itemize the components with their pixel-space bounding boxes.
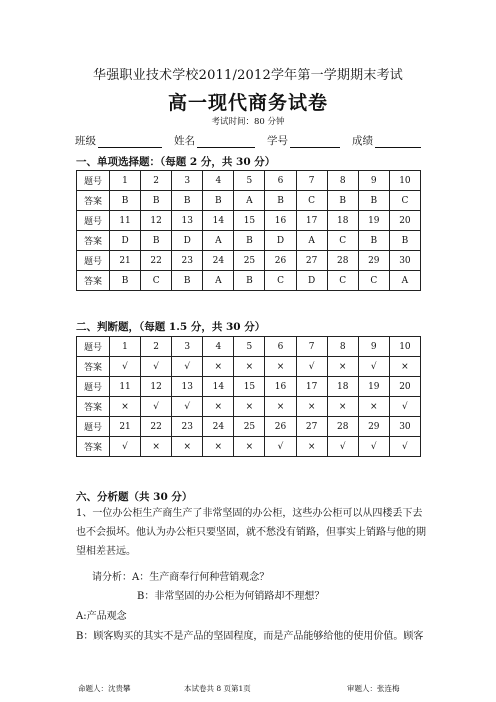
- section2-heading: 二、判断题，（每题 1.5 分，共 30 分）: [76, 321, 266, 333]
- row-label-question: 题号: [77, 211, 110, 231]
- question-number-cell: 10: [389, 171, 420, 191]
- row-label-answer: 答案: [77, 397, 110, 417]
- row-label-question: 题号: [77, 417, 110, 437]
- answer-cell: ×: [203, 397, 234, 417]
- question-number-cell: 28: [327, 251, 358, 271]
- section1-heading: 一、单项选择题：（每题 2 分，共 30 分）: [76, 156, 276, 168]
- answer-cell: ×: [358, 397, 389, 417]
- question-number-cell: 24: [203, 417, 234, 437]
- question-number-row: [77, 251, 421, 271]
- answer-cell: C: [296, 191, 327, 211]
- question-number-row: [77, 417, 421, 437]
- question-number-cell: 16: [265, 211, 296, 231]
- question-number-cell: 10: [389, 337, 420, 357]
- student-id-field: [267, 133, 340, 148]
- question-number-cell: 12: [141, 377, 172, 397]
- row-label-answer: 答案: [77, 231, 110, 251]
- row-label-answer: 答案: [77, 437, 110, 457]
- footer-page-number: 本试卷共 8 页第1页: [184, 684, 251, 693]
- row-label-question: 题号: [77, 171, 110, 191]
- question-number-cell: 3: [172, 171, 203, 191]
- footer-setter: 命题人：沈贵攀: [78, 684, 131, 693]
- answer-cell: A: [203, 271, 234, 291]
- question-number-cell: 7: [296, 171, 327, 191]
- name-field: [174, 133, 255, 148]
- question-number-cell: 12: [141, 211, 172, 231]
- name-label: 姓名: [174, 135, 195, 147]
- answer-cell: B: [358, 191, 389, 211]
- answer-cell: D: [172, 231, 203, 251]
- judge-answer-table: [76, 336, 421, 457]
- answer-cell: A: [296, 231, 327, 251]
- answer-cell: D: [110, 231, 141, 251]
- question-number-cell: 19: [358, 377, 389, 397]
- answer-row: [77, 357, 421, 377]
- name-blank[interactable]: [197, 135, 255, 148]
- answer-cell: √: [389, 437, 420, 457]
- answer-cell: √: [172, 397, 203, 417]
- answer-cell: B: [234, 271, 265, 291]
- question-number-cell: 22: [141, 417, 172, 437]
- question-number-cell: 25: [234, 417, 265, 437]
- question-number-cell: 19: [358, 211, 389, 231]
- answer-cell: √: [110, 437, 141, 457]
- answer-cell: B: [265, 191, 296, 211]
- row-label-answer: 答案: [77, 271, 110, 291]
- question-number-row: [77, 337, 421, 357]
- question-number-cell: 2: [141, 171, 172, 191]
- answer-cell: C: [358, 271, 389, 291]
- answer-cell: ×: [327, 397, 358, 417]
- question-number-cell: 17: [296, 377, 327, 397]
- question-number-cell: 26: [265, 251, 296, 271]
- answer-cell: C: [141, 271, 172, 291]
- answer-cell: C: [327, 231, 358, 251]
- question-number-cell: 22: [141, 251, 172, 271]
- question-number-cell: 30: [389, 251, 420, 271]
- answer-cell: ×: [141, 437, 172, 457]
- answer-row: [77, 191, 421, 211]
- question-number-cell: 5: [234, 337, 265, 357]
- exam-title: 高一现代商务试卷: [167, 92, 328, 114]
- question-number-cell: 23: [172, 417, 203, 437]
- answer-cell: ×: [265, 357, 296, 377]
- question-number-cell: 28: [327, 417, 358, 437]
- student-id-blank[interactable]: [290, 135, 340, 148]
- answer-cell: B: [203, 191, 234, 211]
- question-number-cell: 18: [327, 377, 358, 397]
- answer-cell: C: [389, 191, 420, 211]
- answer-cell: ×: [234, 397, 265, 417]
- answer-cell: B: [172, 271, 203, 291]
- answer-cell: √: [172, 357, 203, 377]
- answer-cell: ×: [203, 437, 234, 457]
- question-number-cell: 14: [203, 211, 234, 231]
- answer-cell: B: [358, 231, 389, 251]
- question-number-cell: 20: [389, 211, 420, 231]
- question-1-line: 也不会损坏。他认为办公柜只要坚固，就不愁没有销路，但事实上销路与他的期: [76, 527, 426, 538]
- footer-reviewer: 审题人：张连梅: [347, 684, 400, 693]
- answer-cell: ×: [234, 357, 265, 377]
- question-number-cell: 6: [265, 171, 296, 191]
- row-label-question: 题号: [77, 337, 110, 357]
- answer-cell: B: [110, 191, 141, 211]
- score-field: [352, 133, 421, 148]
- class-label: 班级: [75, 135, 96, 147]
- answer-cell: √: [389, 397, 420, 417]
- answer-cell: √: [110, 357, 141, 377]
- answer-cell: D: [265, 231, 296, 251]
- exam-time: 考试时间：80 分钟: [211, 117, 285, 127]
- section6-heading: 六、分析题（共 30 分）: [76, 491, 193, 503]
- question-1-line: 1、一位办公柜生产商生产了非常坚固的办公柜，这些办公柜可以从四楼丢下去: [76, 508, 423, 519]
- question-number-cell: 21: [110, 417, 141, 437]
- answer-cell: ×: [327, 357, 358, 377]
- answer-cell: B: [141, 231, 172, 251]
- question-1-text: [76, 504, 426, 561]
- answer-cell: C: [265, 271, 296, 291]
- question-number-cell: 6: [265, 337, 296, 357]
- score-label: 成绩: [352, 135, 373, 147]
- question-number-cell: 13: [172, 377, 203, 397]
- choice-answer-table: [76, 170, 421, 291]
- question-number-cell: 16: [265, 377, 296, 397]
- question-number-cell: 18: [327, 211, 358, 231]
- answer-cell: √: [141, 357, 172, 377]
- question-number-row: [77, 211, 421, 231]
- question-number-cell: 2: [141, 337, 172, 357]
- question-number-cell: 9: [358, 171, 389, 191]
- answer-cell: ×: [172, 437, 203, 457]
- school-header: 华强职业技术学校2011/2012学年第一学期期末考试: [93, 68, 403, 83]
- question-number-cell: 13: [172, 211, 203, 231]
- question-number-cell: 7: [296, 337, 327, 357]
- answer-cell: √: [265, 437, 296, 457]
- answer-cell: B: [327, 191, 358, 211]
- row-label-answer: 答案: [77, 191, 110, 211]
- score-blank[interactable]: [375, 135, 421, 148]
- answer-cell: B: [110, 271, 141, 291]
- answer-cell: ×: [389, 357, 420, 377]
- question-number-cell: 14: [203, 377, 234, 397]
- answer-cell: ×: [110, 397, 141, 417]
- answer-cell: ×: [296, 397, 327, 417]
- student-id-label: 学号: [267, 135, 288, 147]
- answer-cell: ×: [265, 397, 296, 417]
- question-number-cell: 23: [172, 251, 203, 271]
- answer-cell: √: [296, 357, 327, 377]
- question-number-cell: 30: [389, 417, 420, 437]
- answer-cell: A: [389, 271, 420, 291]
- question-number-cell: 11: [110, 377, 141, 397]
- answer-cell: ×: [203, 357, 234, 377]
- answer-row: [77, 397, 421, 417]
- question-number-cell: 4: [203, 171, 234, 191]
- answer-b: B：顾客购买的其实不是产品的坚固程度，而是产品能够给他的使用价值。顾客: [76, 631, 424, 642]
- question-number-cell: 29: [358, 417, 389, 437]
- student-info-row: [0, 133, 496, 148]
- question-number-cell: 5: [234, 171, 265, 191]
- question-number-cell: 11: [110, 211, 141, 231]
- question-number-cell: 8: [327, 337, 358, 357]
- answer-cell: B: [141, 191, 172, 211]
- question-number-cell: 24: [203, 251, 234, 271]
- question-number-cell: 29: [358, 251, 389, 271]
- answer-cell: C: [327, 271, 358, 291]
- answer-cell: √: [358, 357, 389, 377]
- question-1-line: 望相差甚远。: [76, 546, 136, 557]
- answer-a: A:产品观念: [76, 611, 127, 622]
- answer-cell: B: [389, 231, 420, 251]
- question-number-cell: 25: [234, 251, 265, 271]
- answer-cell: ×: [234, 437, 265, 457]
- answer-row: [77, 437, 421, 457]
- question-number-cell: 15: [234, 377, 265, 397]
- ask-a: 请分析：A：生产商奉行何种营销观念？: [92, 572, 270, 583]
- answer-cell: √: [141, 397, 172, 417]
- class-blank[interactable]: [98, 135, 162, 148]
- question-number-cell: 1: [110, 171, 141, 191]
- question-number-cell: 27: [296, 417, 327, 437]
- question-number-cell: 15: [234, 211, 265, 231]
- answer-cell: ×: [296, 437, 327, 457]
- row-label-question: 题号: [77, 251, 110, 271]
- row-label-answer: 答案: [77, 357, 110, 377]
- answer-row: [77, 231, 421, 251]
- class-field: [75, 133, 162, 148]
- answer-row: [77, 271, 421, 291]
- question-number-cell: 4: [203, 337, 234, 357]
- answer-cell: A: [203, 231, 234, 251]
- question-number-row: [77, 377, 421, 397]
- question-number-row: [77, 171, 421, 191]
- question-number-cell: 3: [172, 337, 203, 357]
- answer-cell: B: [172, 191, 203, 211]
- question-number-cell: 17: [296, 211, 327, 231]
- answer-cell: B: [234, 231, 265, 251]
- question-number-cell: 26: [265, 417, 296, 437]
- question-number-cell: 20: [389, 377, 420, 397]
- ask-b: B：非常坚固的办公柜为何销路却不理想？: [137, 591, 325, 602]
- answer-cell: √: [327, 437, 358, 457]
- question-number-cell: 1: [110, 337, 141, 357]
- question-number-cell: 21: [110, 251, 141, 271]
- answer-cell: A: [234, 191, 265, 211]
- question-number-cell: 27: [296, 251, 327, 271]
- question-number-cell: 9: [358, 337, 389, 357]
- answer-cell: √: [358, 437, 389, 457]
- question-number-cell: 8: [327, 171, 358, 191]
- answer-cell: D: [296, 271, 327, 291]
- row-label-question: 题号: [77, 377, 110, 397]
